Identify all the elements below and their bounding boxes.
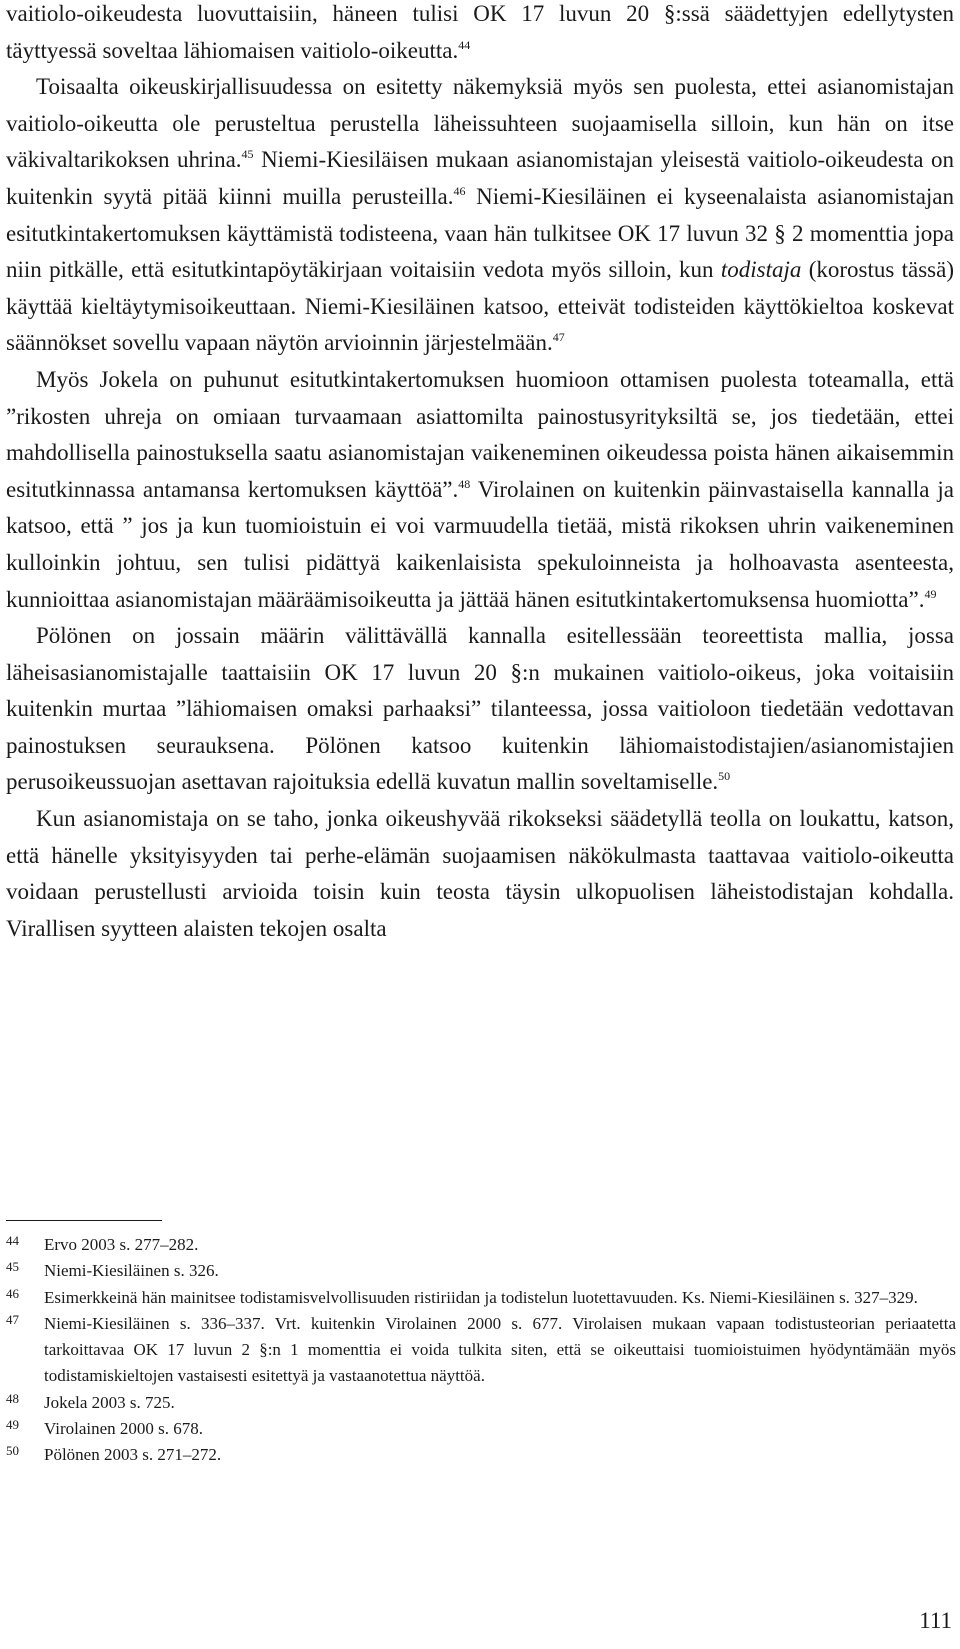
footnote-text: Jokela 2003 s. 725. xyxy=(44,1392,175,1412)
text-run: Pölönen on jossain määrin välittävällä kannalla esitellessään teoreettista mallia, jossa läheisasianomistajalle taattaisiin OK 17 luvun 20 §:n mukainen vaitiolo-oikeus, joka voitaisiin kuitenkin murtaa ”lähiomaisen omaksi parhaaksi” tilanteessa, jossa vaitioloon tiedetään vedottavan painostuksen seurauksena. Pölönen katsoo kuitenkin lähiomaistodistajien/asianomistajien perusoikeussuojan asettavan rajoituksia edellä kuvatun mallin soveltamiselle. xyxy=(6,623,954,795)
footnote-text: Niemi-Kiesiläinen s. 326. xyxy=(44,1261,219,1281)
footnote-reference: 46 xyxy=(453,183,466,198)
paragraph xyxy=(6,0,954,69)
footnotes xyxy=(6,1232,956,1469)
footnote-reference: 49 xyxy=(924,586,937,601)
emphasized-text: todistaja xyxy=(720,257,802,283)
text-run: Niemi-Kiesiläisen mukaan asianomistajan yleisestä vaitiolo-oikeudesta on kuitenkin syytä pitää kiinni muilla perusteilla. xyxy=(6,147,955,209)
footnote xyxy=(6,1258,956,1284)
paragraph xyxy=(6,69,954,362)
footnote xyxy=(6,1390,956,1416)
footnote-text: Ervo 2003 s. 277–282. xyxy=(44,1235,199,1254)
footnote-reference: 47 xyxy=(552,330,565,345)
text-run: Niemi-Kiesiläinen ei kyseenalaista asianomistajan esitutkintakertomuksen käyttämistä todisteena, vaan hän tulkitsee OK 17 luvun 32 § 2 momenttia jopa niin pitkälle, että esitutkintapöytäkirjaan voitaisiin vedota myös silloin, kun xyxy=(6,183,954,283)
text-run: Virolainen on kuitenkin päinvastaisella kannalla ja katsoo, että ” jos ja kun tuomioistuin ei voi varmuudella tietää, mistä rikoksen uhrin vaikeneminen kulloinkin johtuu, sen tulisi pidättyä kaikenlaisista spekuloinneista ja holhoavasta asenteesta, kunnioittaa asianomistajan määräämisoikeutta ja jättää hänen esitutkintakertomuksensa huomiotta”. xyxy=(6,476,954,612)
footnote-text: Esimerkkeinä hän mainitsee todistamisvelvollisuuden ristiriidan ja todistelun luotettavuuden. Ks. Niemi-Kiesiläinen s. 327–329. xyxy=(44,1287,918,1307)
footnote-number: 48 xyxy=(6,1390,19,1406)
text-run: vaitiolo-oikeudesta luovuttaisiin, häneen tulisi OK 17 luvun 20 §:ssä säädettyjen edellytysten täyttyessä soveltaa lähiomaisen vaitiolo-oikeutta. xyxy=(6,1,954,63)
footnote xyxy=(6,1311,956,1390)
footnote-number: 44 xyxy=(6,1233,19,1248)
footnote-text: Niemi-Kiesiläinen s. 336–337. Vrt. kuitenkin Virolainen 2000 s. 677. Virolaisen mukaan vapaan todistusteorian periaatetta tarkoittavaa OK 17 luvun 2 §:n 1 momenttia ei voida tulkita siten, että se oikeuttaisi tuomioistuimen hyödyntämään myös todistamiskieltojen vastaisesti esitettyä ja vastaanotettua näyttöä. xyxy=(44,1313,956,1386)
text-run: Toisaalta oikeuskirjallisuudessa on esitetty näkemyksiä myös sen puolesta, ettei asianomistajan vaitiolo-oikeutta ole perusteltua perustella läheissuhteen suojaamisella silloin, kun hän on itse väkivaltarikoksen uhrina. xyxy=(6,74,954,173)
footnote-reference: 48 xyxy=(458,476,471,491)
footnote-number: 49 xyxy=(6,1417,19,1433)
text-run: (korostus tässä) käyttää kieltäytymisoikeuttaan. Niemi-Kiesiläinen katsoo, etteivät todisteiden käyttökieltoa koskevat säännökset sovellu vapaan näytön arvioinnin järjestelmään. xyxy=(6,257,955,356)
footnote xyxy=(6,1285,956,1311)
footnote-number: 46 xyxy=(6,1285,19,1301)
footnote xyxy=(6,1442,956,1468)
footnote xyxy=(6,1232,956,1258)
footnote xyxy=(6,1416,956,1442)
text-run: Myös Jokela on puhunut esitutkintakertomuksen huomioon ottamisen puolesta toteamalla, että ”rikosten uhreja on omiaan turvaamaan asiattomilta painostusyrityksiltä se, jos tiedetään, ettei mahdollisella painostuksella saatu asianomistajan vaikeneminen oikeudessa poista hänen aikaisemmin esitutkinnassa antamansa kertomuksen käyttöä”. xyxy=(6,366,954,502)
body-text xyxy=(6,0,954,947)
page-number: 111 xyxy=(919,1608,952,1633)
footnote-separator xyxy=(6,1220,162,1221)
footnote-reference: 45 xyxy=(241,147,254,162)
footnote-reference: 44 xyxy=(458,37,471,52)
footnote-text: Virolainen 2000 s. 678. xyxy=(44,1419,204,1439)
footnote-text: Pölönen 2003 s. 271–272. xyxy=(44,1445,222,1465)
footnote-number: 47 xyxy=(6,1311,19,1327)
text-run: Kun asianomistaja on se taho, jonka oikeushyvää rikokseksi säädetyllä teolla on loukattu, katson, että hänelle yksityisyyden tai perhe-elämän suojaamisen näkökulmasta taattavaa vaitiolo-oikeutta voidaan perustellusti arvioida toisin kuin teosta täysin ulkopuolisen läheistodistajan kohdalla. Virallisen syytteen alaisten tekojen osalta xyxy=(6,806,954,941)
paragraph xyxy=(6,362,954,618)
footnote-number: 50 xyxy=(6,1443,19,1459)
paragraph xyxy=(6,618,954,801)
footnote-number: 45 xyxy=(6,1259,19,1275)
paragraph xyxy=(6,801,954,947)
footnote-reference: 50 xyxy=(718,769,731,784)
